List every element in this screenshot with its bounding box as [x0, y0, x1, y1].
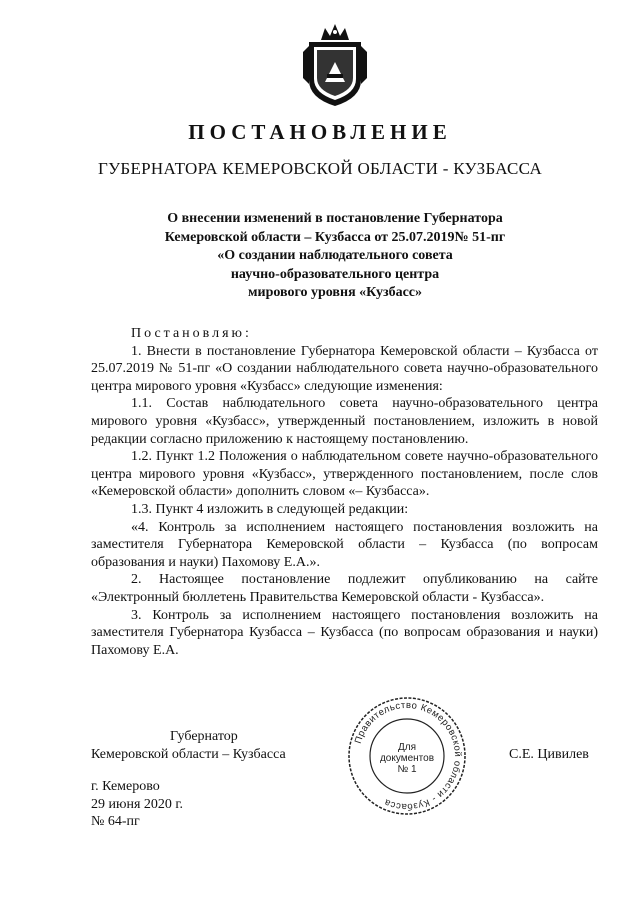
paragraph: 1.1. Состав наблюдательного совета научно-образовательного центра мирового уровня «Кузбасс», утвержденный постановлением, изложить в новой редакции согласно приложению к настоящему постановлению.	[91, 396, 598, 447]
paragraph: 1. Внести в постановление Губернатора Кемеровской области – Кузбасса от 25.07.2019 № 51-пг «О создании наблюдательного совета научно-образовательного центра мирового уровня «Кузбасс» следующие изменения:	[91, 343, 598, 394]
official-stamp	[346, 695, 468, 817]
intro-text: Постановляю:	[131, 326, 252, 341]
heading-line: «О создании наблюдательного совета	[217, 248, 453, 263]
document-heading	[130, 210, 540, 303]
paragraph: 2. Настоящее постановление подлежит опубликованию на сайте «Электронный бюллетень Правительства Кемеровской области - Кузбасса».	[91, 572, 598, 605]
footer-number: № 64-пг	[91, 814, 140, 830]
heading-line: мирового уровня «Кузбасс»	[247, 285, 422, 300]
paragraph: «4. Контроль за исполнением настоящего постановления возложить на заместителя Губернатора Кемеровской области – Кузбасса (по вопросам образования и науки) Пахомову Е.А.».	[91, 519, 598, 570]
stamp-center-line1: Для	[397, 742, 417, 753]
signature-position-line2: Кемеровской области – Кузбасса	[91, 747, 286, 762]
document-subtitle: ГУБЕРНАТОРА КЕМЕРОВСКОЙ ОБЛАСТИ - КУЗБАССА	[97, 159, 543, 178]
paragraph: 3. Контроль за исполнением настоящего постановления возложить на заместителя Губернатора Кузбасса – Кузбасса (по вопросам образования и науки) Пахомову Е.А.	[91, 607, 598, 658]
stamp-center-line2: документов	[379, 753, 435, 764]
heading-line: научно-образовательного центра	[230, 266, 440, 282]
stamp-ring-text: Правительство Кемеровской области - Кузбасса	[352, 699, 464, 813]
signature-name: С.Е. Цивилев	[509, 747, 589, 762]
coat-of-arms-icon	[299, 22, 371, 108]
document-footer	[91, 778, 183, 831]
paragraph: 1.3. Пункт 4 изложить в следующей редакции:	[131, 501, 409, 517]
document-body	[91, 325, 598, 659]
document-title: ПОСТАНОВЛЕНИЕ	[188, 120, 452, 144]
footer-city: г. Кемерово	[91, 779, 160, 794]
heading-line: О внесении изменений в постановление Губернатора	[167, 211, 503, 226]
stamp-center-line3: № 1	[397, 764, 417, 775]
paragraph: 1.2. Пункт 1.2 Положения о наблюдательном совете научно-образовательного центра мирового уровня «Кузбасс», утвержденного постановлением, после слов «Кемеровской области» дополнить словом «– Кузбасса».	[91, 449, 598, 500]
signature-position-line1: Губернатор	[170, 729, 238, 744]
heading-line: Кемеровской области – Кузбасса от 25.07.2019№ 51-пг	[164, 229, 506, 245]
footer-date: 29 июня 2020 г.	[91, 796, 184, 812]
